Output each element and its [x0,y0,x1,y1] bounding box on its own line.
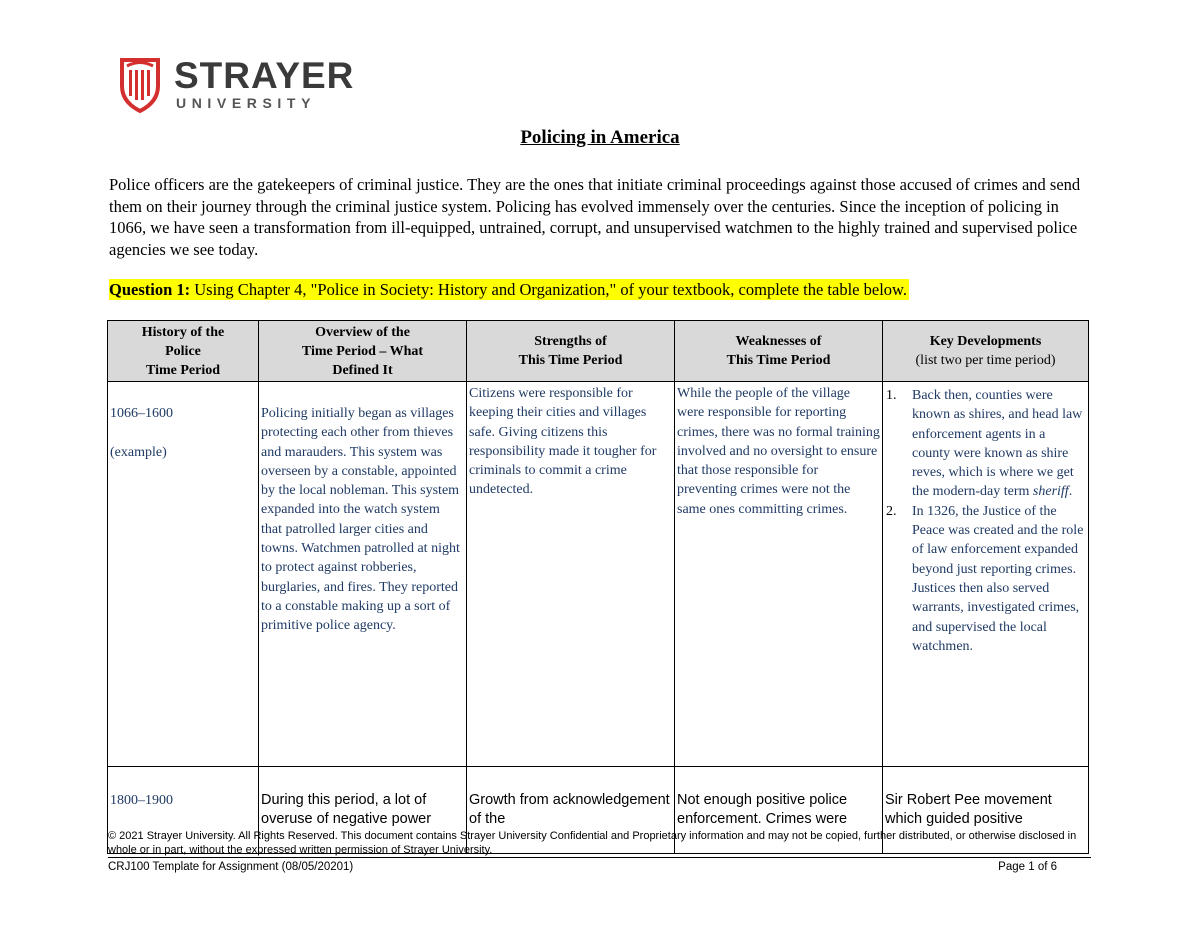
cell-period[interactable]: 1066–1600 (example) [108,382,259,767]
intro-paragraph: Police officers are the gatekeepers of criminal justice. They are the ones that initiate criminal proceedings against those accused of crimes and send them on their journey through the criminal justice system. Policing has evolved immensely over the centuries. Since the inception of policing in 1066, we have seen a transformation from ill-equipped, untrained, corrupt, and unsupervised watchmen to the highly trained and supervised police agencies we see today. [109,175,1081,259]
strayer-shield-icon [118,56,162,114]
cell-overview[interactable]: Policing initially began as villages protecting each other from thieves and marauders. This system was overseen by a constable, appointed by the local nobleman. This system expanded into the watch system that patrolled larger cities and towns. Watchmen patrolled at night to protect against robberies, burglaries, and fires. They reported to a constable making up a sort of primitive police agency. [259,382,467,767]
header-overview: Overview of the Time Period – What Defined It [259,321,467,382]
logo-subtitle: UNIVERSITY [176,95,317,111]
cell-weaknesses[interactable]: Not enough positive police enforcement. Crimes were [675,767,883,854]
logo-wordmark: STRAYER [174,55,355,96]
page-number: Page 1 of 6 [998,861,1057,873]
document-title: Policing in America [520,127,680,148]
cell-weaknesses[interactable]: While the people of the village were responsible for reporting crimes, there was no formal training involved and no oversight to ensure that those responsible for preventing crimes were not the same ones committing crimes. [675,382,883,767]
list-item: 2. In 1326, the Justice of the Peace was created and the role of law enforcement expanded beyond just reporting crimes. Justices then also served warrants, investigated crimes, and supervised the local watchmen. [886,503,1084,654]
cell-overview[interactable]: During this period, a lot of overuse of negative power [259,767,467,854]
cell-strengths[interactable]: Citizens were responsible for keeping their cities and villages safe. Giving citizens this responsibility made it tougher for criminals to commit a crime undetected. [467,382,675,767]
question-text: Using Chapter 4, "Police in Society: History and Organization," of your textbook, complete the table below. [190,280,908,299]
template-label: CRJ100 Template for Assignment (08/05/20201) [108,861,354,873]
footer-divider [108,857,1091,858]
cell-period[interactable]: 1800–1900 [108,767,259,854]
copyright-notice: © 2021 Strayer University. All Rights Reserved. This document contains Strayer University Confidential and Proprietary information and may not be copied, further distributed, or otherwise disclosed in whole or in part, without the expressed written permission of Strayer University. [108,830,1077,856]
strayer-logo [118,56,354,114]
header-strengths: Strengths of This Time Period [467,321,675,382]
cell-strengths[interactable]: Growth from acknowledgement of the [467,767,675,854]
list-item: 1. Back then, counties were known as shires, and head law enforcement agents in a county were known as shire reves, which is where we get the modern-day term sheriff. [886,388,1083,500]
question-1 [109,279,909,300]
header-weaknesses: Weaknesses of This Time Period [675,321,883,382]
header-key-developments: Key Developments (list two per time period) [883,321,1089,382]
question-label: Question 1: [109,280,191,299]
history-table [107,320,1089,854]
cell-key-developments[interactable]: Sir Robert Pee movement which guided positive [883,767,1089,854]
cell-key-developments[interactable] [883,382,1089,767]
table-row [108,382,1089,767]
table-header-row [108,321,1089,382]
header-period: History of the Police Time Period [108,321,259,382]
